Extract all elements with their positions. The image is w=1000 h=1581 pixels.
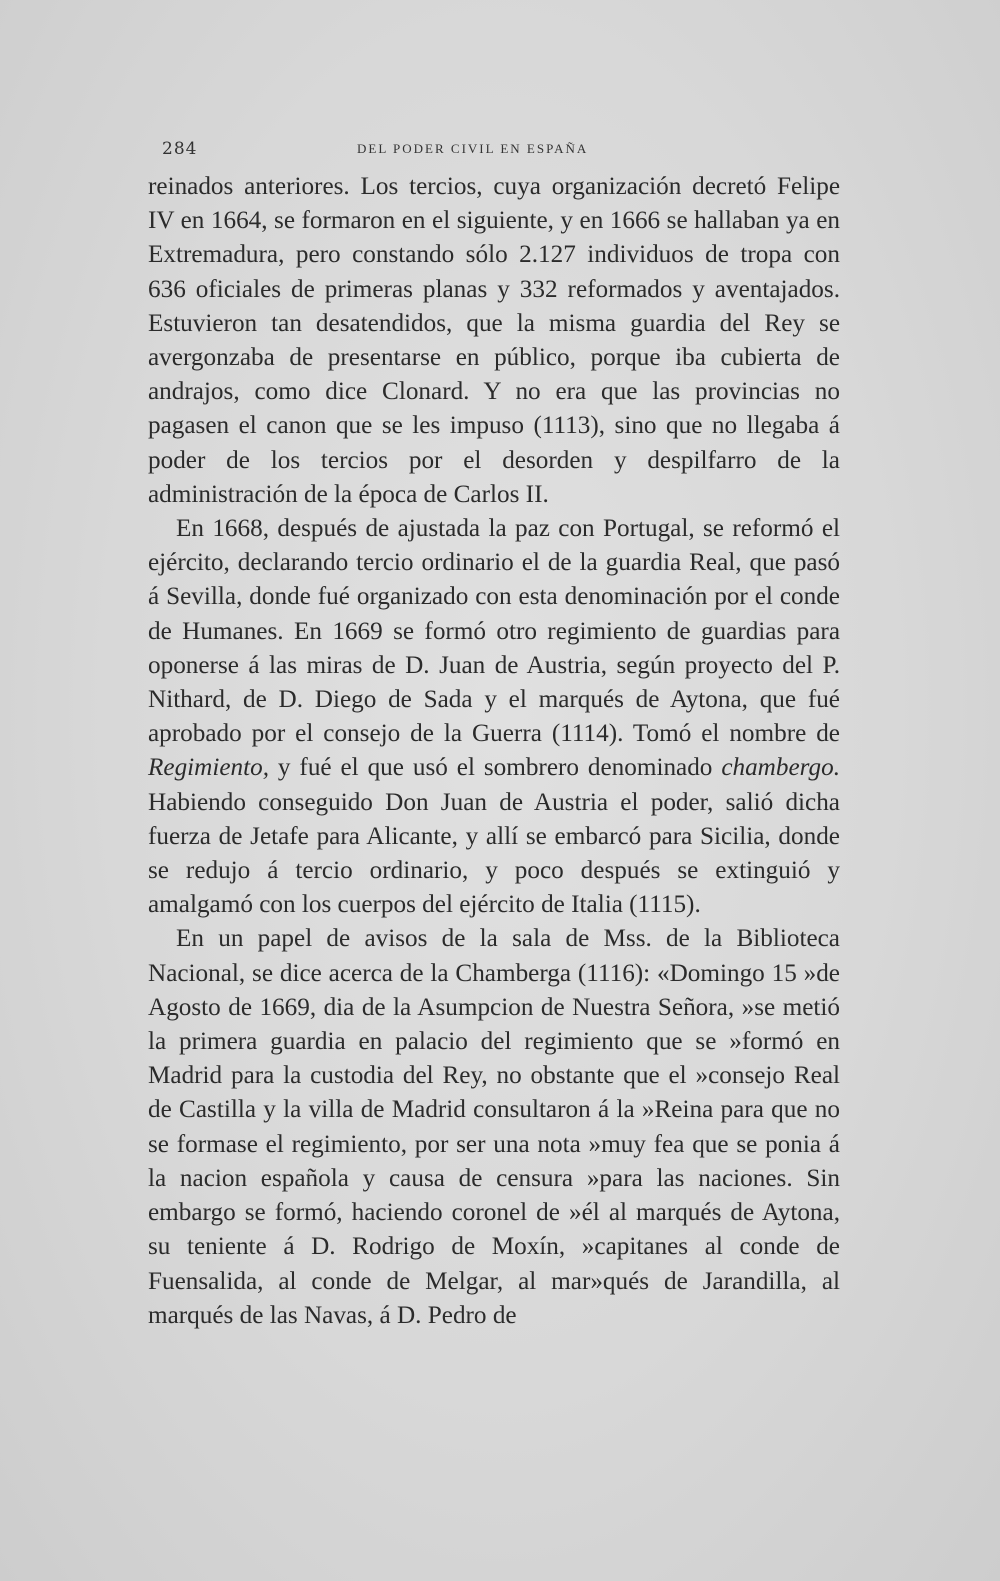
italic-term-regimiento: Regimiento, <box>148 754 270 782</box>
paragraph-2-text-c: Habiendo conseguido Don Juan de Austria el poder, salió dicha fuerza de Jetafe para Alicante, y allí se embarcó para Sicilia, donde se redujo á tercio ordinario, y poco después se extinguió y amalgamó con los cuerpos del ejército de Italia (1115). <box>148 788 840 919</box>
paragraph-2-text-a: En 1668, después de ajustada la paz con Portugal, se reformó el ejército, declarando tercio ordinario el de la guardia Real, que pasó á Sevilla, donde fué organizado con esta denominación por el conde de Humanes. En 1669 se formó otro regimiento de guardias para oponerse á las miras de D. Juan de Austria, según proyecto del P. Nithard, de D. Diego de Sada y el marqués de Aytona, que fué aprobado por el consejo de la Guerra (1114). Tomó el nombre de <box>148 515 840 748</box>
paragraph-1: reinados anteriores. Los tercios, cuya organización decretó Felipe IV en 1664, se formaron en el siguiente, y en 1666 se hallaban ya en Extremadura, pero constando sólo 2.127 individuos de tropa con 636 oficiales de primeras planas y 332 reformados y aventajados. Estuvieron tan desatendidos, que la misma guardia del Rey se avergonzaba de presentarse en público, porque iba cubierta de andrajos, como dice Clonard. Y no era que las provincias no pagasen el canon que se les impuso (1113), sino que no llegaba á poder de los tercios por el desorden y despilfarro de la administración de la época de Carlos II. <box>148 173 840 508</box>
body-text <box>148 170 840 1333</box>
running-head: DEL PODER CIVIL EN ESPAÑA <box>357 141 589 156</box>
paragraph-3: En un papel de avisos de la sala de Mss. de la Biblioteca Nacional, se dice acerca de la Chamberga (1116): «Domingo 15 »de Agosto de 1669, dia de la Asumpcion de Nuestra Señora, »se metió la primera guardia en palacio del regimiento que se »formó en Madrid para la custodia del Rey, no obstante que el »consejo Real de Castilla y la villa de Madrid consultaron á la »Reina para que no se formase el regimiento, por ser una nota »muy fea que se ponia á la nacion española y causa de censura »para las naciones. Sin embargo se formó, haciendo coronel de »él al marqués de Aytona, su teniente á D. Rodrigo de Moxín, »capitanes al conde de Fuensalida, al conde de Melgar, al mar»qués de Jarandilla, al marqués de las Navas, á D. Pedro de <box>148 925 840 1329</box>
paragraph-2 <box>148 512 840 922</box>
page-number: 284 <box>162 139 198 159</box>
page-header <box>162 139 842 169</box>
paragraph-2-text-b: y fué el que usó el sombrero denominado <box>269 754 722 782</box>
italic-term-chambergo: chambergo. <box>721 754 840 782</box>
